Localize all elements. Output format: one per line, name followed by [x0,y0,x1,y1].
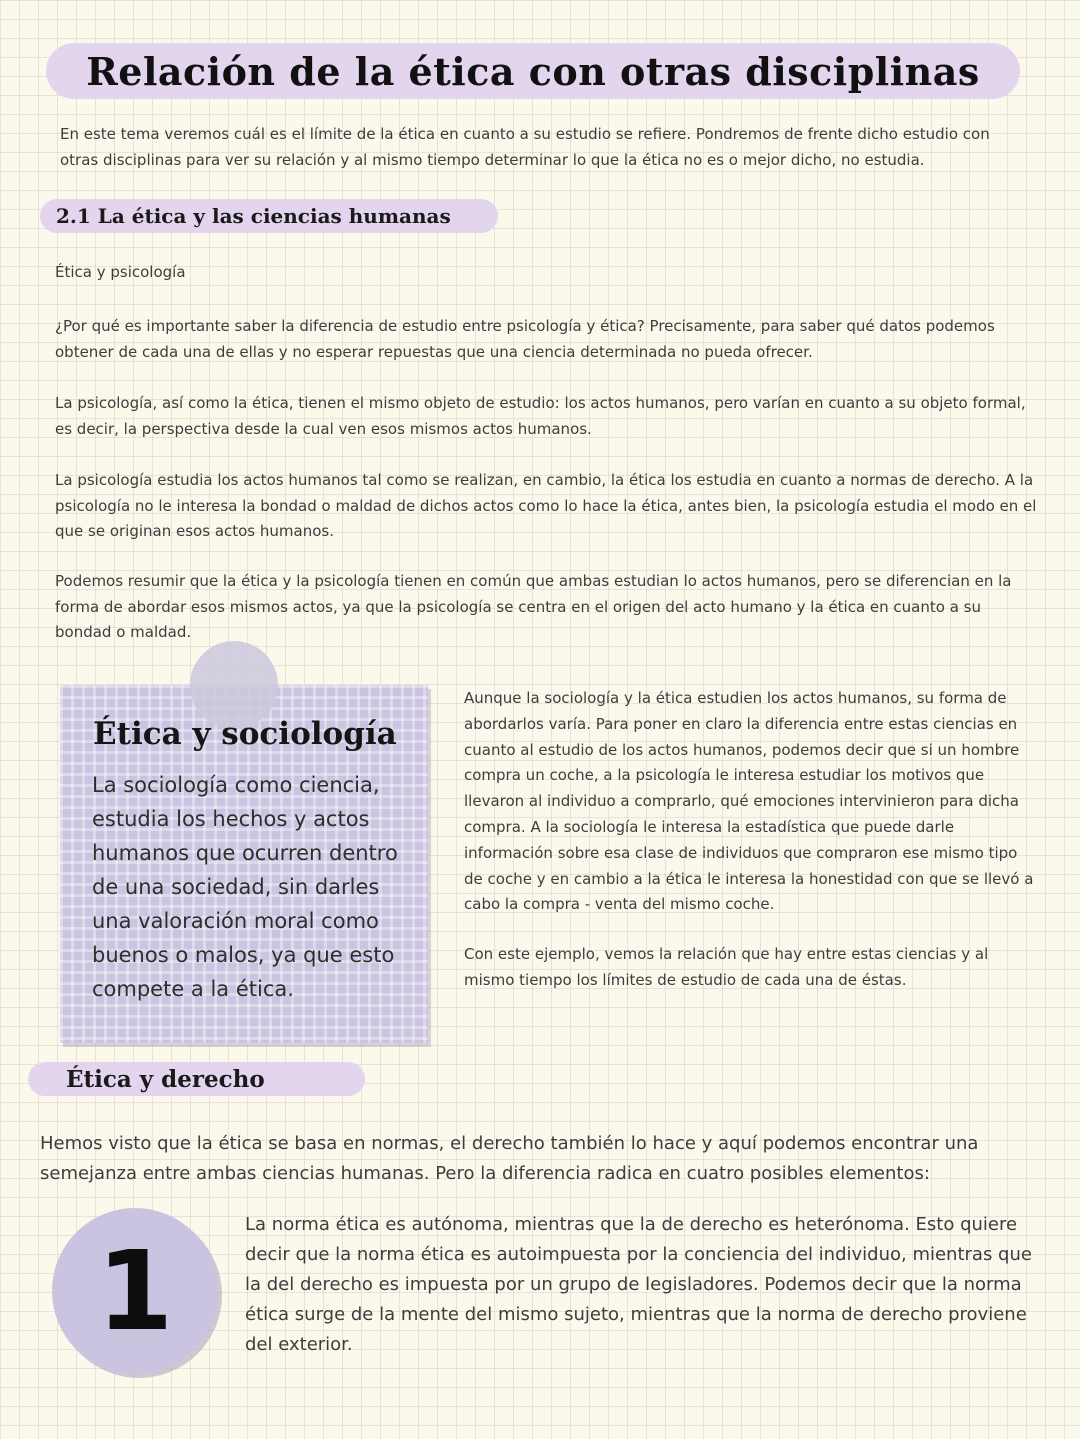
paragraph-psicologia-2: La psicología, así como la ética, tienen el mismo objeto de estudio: los actos humanos, pero varían en cuanto a su objeto formal, es decir, la perspectiva desde la cual ven esos mismos actos humanos. [55,394,1026,438]
paragraph-psicologia-3: La psicología estudia los actos humanos tal como se realizan, en cambio, la ética los estudia en cuanto a normas de derecho. A la psicología no le interesa la bondad o maldad de dichos actos como lo hace la ética, antes bien, la psicología estudia el modo en el que se originan esos actos humanos. [55,471,1037,540]
point-1-text: La norma ética es autónoma, mientras que la de derecho es heterónoma. Esto quiere decir que la norma ética es autoimpuesta por la conciencia del individuo, mientras que la del derecho es impuesta por un grupo de legisladores. Podemos decir que la norma ética surge de la mente del mismo sujeto, mientras que la norma de derecho proviene del exterior. [245,1214,1032,1355]
page-title: Relación de la ética con otras disciplinas [86,48,980,94]
paragraph-psicologia-4: Podemos resumir que la ética y la psicología tienen en común que ambas estudian lo actos humanos, pero se diferencian en la forma de abordar esos mismos actos, ya que la psicología se centra en el origen del acto humano y la ética en cuanto a su bondad o maldad. [55,572,1012,641]
derecho-intro-paragraph: Hemos visto que la ética se basa en normas, el derecho también lo hace y aquí podemos encontrar una semejanza entre ambas ciencias humanas. Pero la diferencia radica en cuatro posibles elementos: [40,1133,979,1184]
subheading-psicologia: Ética y psicología [55,263,186,281]
section-heading-21 [40,199,498,233]
section-title-21: 2.1 La ética y las ciencias humanas [56,204,451,228]
sociologia-card-text: La sociología como ciencia, estudia los hechos y actos humanos que ocurren dentro de una sociedad, sin darles una valoración moral como buenos o malos, ya que esto compete a la ética. [92,773,398,1001]
section-heading-derecho [28,1062,365,1096]
sociologia-card-title: Ética y sociología [93,716,397,752]
paragraph-psicologia-1: ¿Por qué es importante saber la diferencia de estudio entre psicología y ética? Precisamente, para saber qué datos podemos obtener de cada una de ellas y no esperar repuestas que una ciencia determinada no pueda ofrecer. [55,317,995,361]
point-number: 1 [96,1227,174,1355]
intro-paragraph: En este tema veremos cuál es el límite de la ética en cuanto a su estudio se refiere. Pondremos de frente dicho estudio con otras disciplinas para ver su relación y al mismo tiempo determinar lo que la ética no es o mejor dicho, no estudia. [60,125,990,169]
section-title-derecho: Ética y derecho [66,1065,265,1093]
sociologia-conclusion-paragraph: Con este ejemplo, vemos la relación que hay entre estas ciencias y al mismo tiempo los límites de estudio de cada una de éstas. [464,945,989,989]
point-number-badge [52,1208,218,1374]
title-banner [46,43,1020,99]
sociologia-example-paragraph: Aunque la sociología y la ética estudien los actos humanos, su forma de abordarlos varía. Para poner en claro la diferencia entre estas ciencias en cuanto al estudio de los actos humanos, podemos decir que si un hombre compra un coche, a la psicología le interesa estudiar los motivos que llevaron al individuo a comprarlo, qué emociones intervinieron para dicha compra. A la sociología le interesa la estadística que puede darle información sobre esa clase de individuos que compraron ese mismo tipo de coche y en cambio a la ética le interesa la honestidad con que se llevó a cabo la compra - venta del mismo coche. [464,689,1034,914]
